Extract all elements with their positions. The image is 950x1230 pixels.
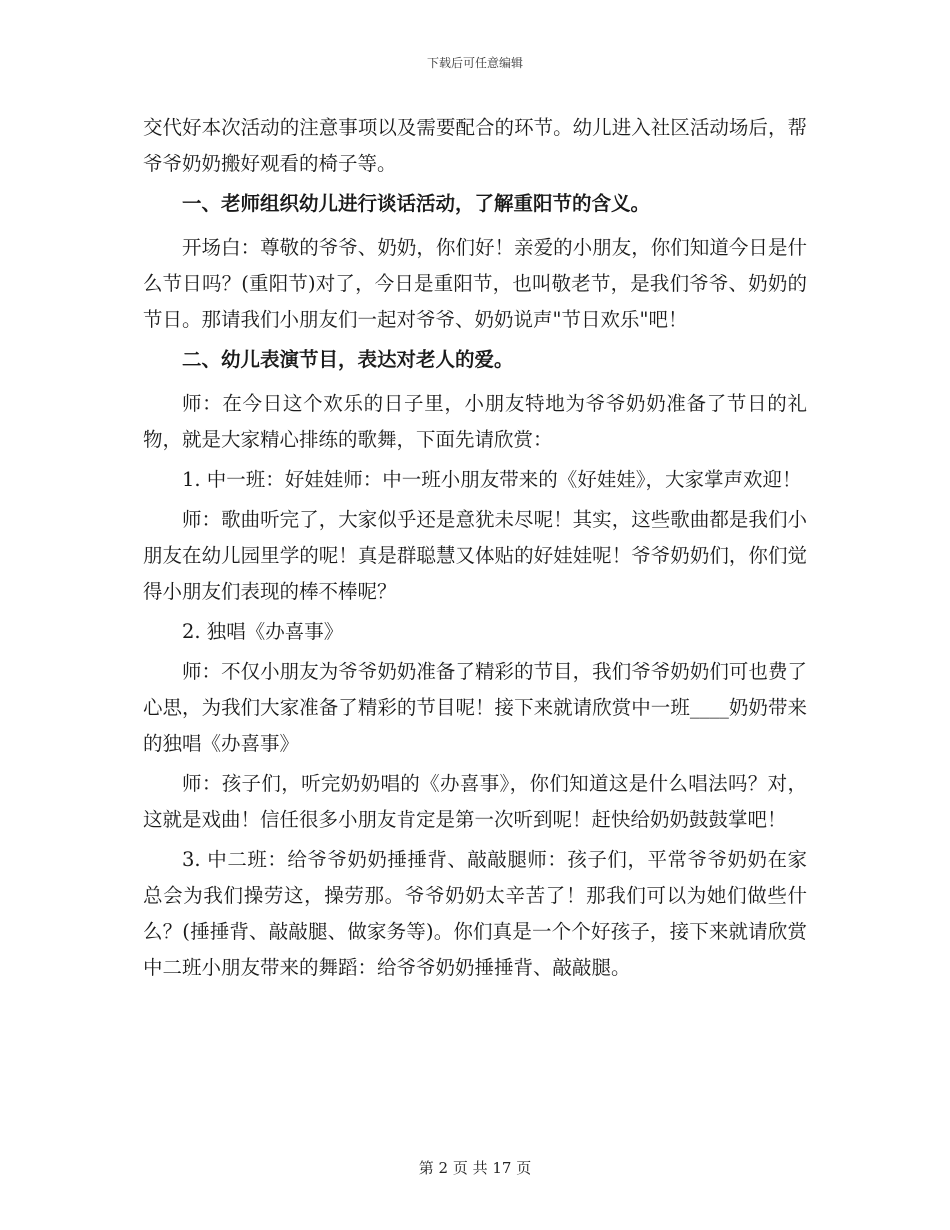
- paragraph-item-2: 2. 独唱《办喜事》: [182, 620, 344, 643]
- page-header: 下载后可任意编辑: [426, 56, 523, 70]
- paragraph-teacher-2: 师：歌曲听完了，大家似乎还是意犹未尽呢！其实，这些歌曲都是我们小朋友在幼儿园里学的呢！真是群聪慧又体贴的好娃娃呢！爷爷奶奶们，你们觉得小朋友们表现的棒不棒呢？: [143, 508, 807, 603]
- document-body: [143, 110, 807, 990]
- paragraph-teacher-3: 师：不仅小朋友为爷爷奶奶准备了精彩的节目，我们爷爷奶奶们可也费了心思，为我们大家准备了精彩的节目呢！接下来就请欣赏中一班____奶奶带来的独唱《办喜事》: [143, 660, 807, 755]
- paragraph-item-1: 1. 中一班：好娃娃师：中一班小朋友带来的《好娃娃》，大家掌声欢迎！: [182, 468, 802, 491]
- section-heading-1: 一、老师组织幼儿进行谈话活动，了解重阳节的含义。: [182, 192, 651, 215]
- section-heading-2: 二、幼儿表演节目，表达对老人的爱。: [182, 348, 514, 371]
- paragraph-teacher-1: 师：在今日这个欢乐的日子里，小朋友特地为爷爷奶奶准备了节日的礼物，就是大家精心排练的歌舞，下面先请欣赏：: [143, 392, 807, 451]
- paragraph-intro: 交代好本次活动的注意事项以及需要配合的环节。幼儿进入社区活动场后，帮爷爷奶奶搬好观看的椅子等。: [143, 116, 807, 175]
- page-footer: 第 2 页 共 17 页: [418, 1159, 532, 1177]
- paragraph-item-3: 3. 中二班：给爷爷奶奶捶捶背、敲敲腿师：孩子们，平常爷爷奶奶在家总会为我们操劳这，操劳那。爷爷奶奶太辛苦了！那我们可以为她们做些什么？(捶捶背、敲敲腿、做家务等)。你们真是一个个好孩子，接下来就请欣赏中二班小朋友带来的舞蹈：给爷爷奶奶捶捶背、敲敲腿。: [143, 848, 807, 979]
- paragraph-teacher-4: 师：孩子们，听完奶奶唱的《办喜事》，你们知道这是什么唱法吗？对，这就是戏曲！信任很多小朋友肯定是第一次听到呢！赶快给奶奶鼓鼓掌吧！: [143, 772, 807, 831]
- paragraph-opening: 开场白：尊敬的爷爷、奶奶，你们好！亲爱的小朋友，你们知道今日是什么节日吗？(重阳节)对了，今日是重阳节，也叫敬老节，是我们爷爷、奶奶的节日。那请我们小朋友们一起对爷爷、奶奶说声"节日欢乐"吧！: [143, 236, 807, 331]
